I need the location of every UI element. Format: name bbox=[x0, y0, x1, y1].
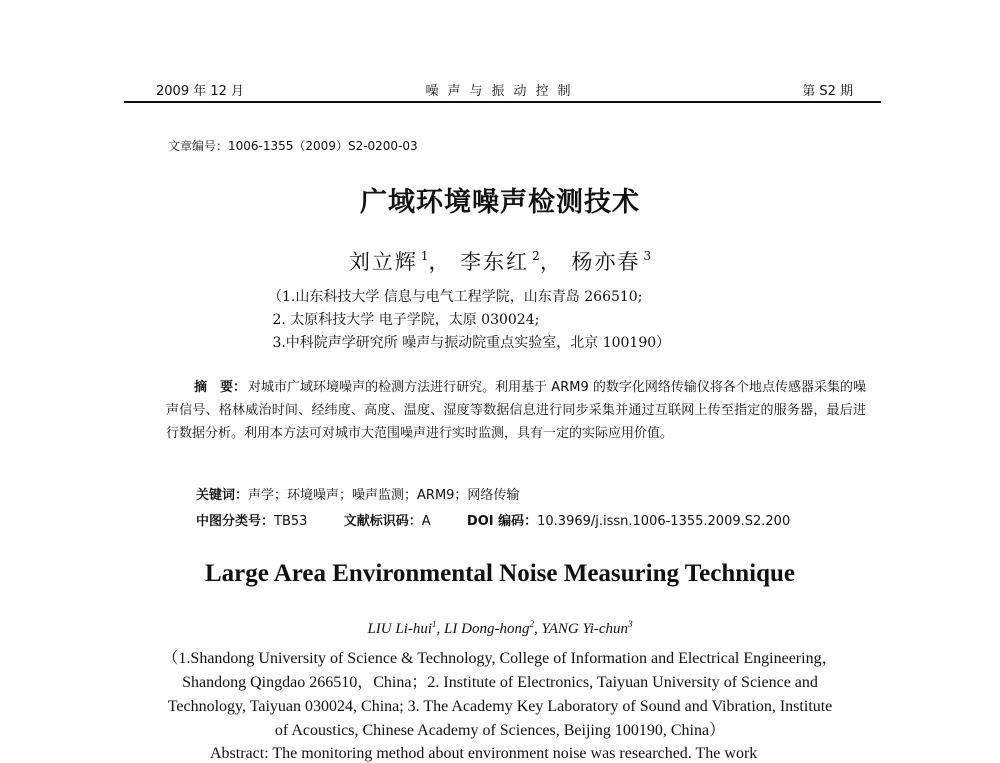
header-date: 2009 年 12 月 bbox=[156, 84, 245, 99]
affiliation-line: Technology, Taiyuan 030024, China; 3. The Academy Key Laboratory of Sound and Vibration, Institute bbox=[167, 698, 833, 715]
authors-chinese bbox=[0, 246, 1000, 276]
affiliation-line: （1.山东科技大学 信息与电气工程学院，山东青岛 266510; bbox=[268, 289, 643, 305]
affiliation-line: 3.中科院声学研究所 噪声与振动院重点实验室，北京 100190） bbox=[268, 335, 671, 351]
doi-value: 10.3969/j.issn.1006-1355.2009.S2.200 bbox=[537, 514, 791, 529]
affiliation-line: （1.Shandong University of Science & Technology, College of Information and Electrical Engineering， bbox=[162, 650, 838, 667]
author-affiliation-mark: 1 bbox=[420, 249, 429, 263]
affiliations-chinese bbox=[268, 286, 670, 355]
author-name: LIU Li-hui bbox=[367, 621, 433, 637]
abstract-text: 对城市广域环境噪声的检测方法进行研究。利用基于 ARM9 的数字化网络传输仪将各个地点传感器采集的噪声信号、格林威治时间、经纬度、高度、温度、湿度等数据信息进行同步采集并通过互联网上传至指定的服务器，最后进行数据分析。利用本方法可对城市大范围噪声进行实时监测，具有一定的实际应用价值。 bbox=[166, 380, 866, 441]
affiliation-line: 2. 太原科技大学 电子学院，太原 030024; bbox=[268, 312, 540, 328]
affiliation-line: of Acoustics, Chinese Academy of Sciences, Beijing 100190, China） bbox=[274, 722, 726, 739]
author-affiliation-mark: 3 bbox=[643, 249, 652, 263]
abstract-english-partial: Abstract: The monitoring method about environment noise was researched. The work bbox=[210, 745, 758, 762]
keywords-label: 关键词： bbox=[196, 488, 249, 503]
affiliations-english bbox=[100, 647, 900, 743]
clc-value: TB53 bbox=[274, 514, 308, 529]
title-chinese: 广域环境噪声检测技术 bbox=[360, 187, 640, 218]
classification-line bbox=[196, 510, 790, 529]
author-separator: , bbox=[436, 621, 445, 637]
keywords-text: 声学；环境噪声；噪声监测；ARM9；网络传输 bbox=[248, 488, 520, 503]
affiliation-line: Shandong Qingdao 266510，China；2. Institute of Electronics, Taiyuan University of Science and bbox=[182, 674, 818, 691]
authors-english bbox=[0, 619, 1000, 638]
abstract-label: 摘 要： bbox=[194, 380, 247, 395]
author-affiliation-mark: 3 bbox=[628, 619, 633, 629]
author-name: LI Dong-hong bbox=[444, 621, 530, 637]
header-journal: 噪声与振动控制 bbox=[425, 84, 580, 99]
author-affiliation-mark: 1 bbox=[432, 619, 437, 629]
clc-label: 中图分类号： bbox=[196, 514, 275, 529]
header-issue: 第 S2 期 bbox=[802, 84, 853, 99]
author-separator: ， bbox=[539, 250, 563, 274]
article-number: 文章编号：1006-1355（2009）S2-0200-03 bbox=[168, 139, 418, 153]
author-affiliation-mark: 2 bbox=[532, 249, 540, 263]
author-name: 杨亦春 bbox=[571, 250, 641, 274]
abstract-chinese bbox=[166, 376, 866, 445]
author-name: YANG Yi-chun bbox=[541, 621, 629, 637]
header-rule bbox=[124, 101, 881, 103]
author-name: 李东红 bbox=[460, 250, 530, 274]
author-name: 刘立辉 bbox=[348, 250, 418, 274]
doc-code-label: 文献标识码： bbox=[343, 514, 422, 529]
author-separator: ， bbox=[428, 250, 452, 274]
doc-code-value: A bbox=[421, 514, 431, 529]
author-affiliation-mark: 2 bbox=[529, 619, 534, 629]
author-separator: , bbox=[533, 621, 542, 637]
title-english: Large Area Environmental Noise Measuring Technique bbox=[204, 560, 796, 587]
doi-label: DOI 编码： bbox=[466, 514, 538, 529]
keywords bbox=[196, 484, 519, 503]
